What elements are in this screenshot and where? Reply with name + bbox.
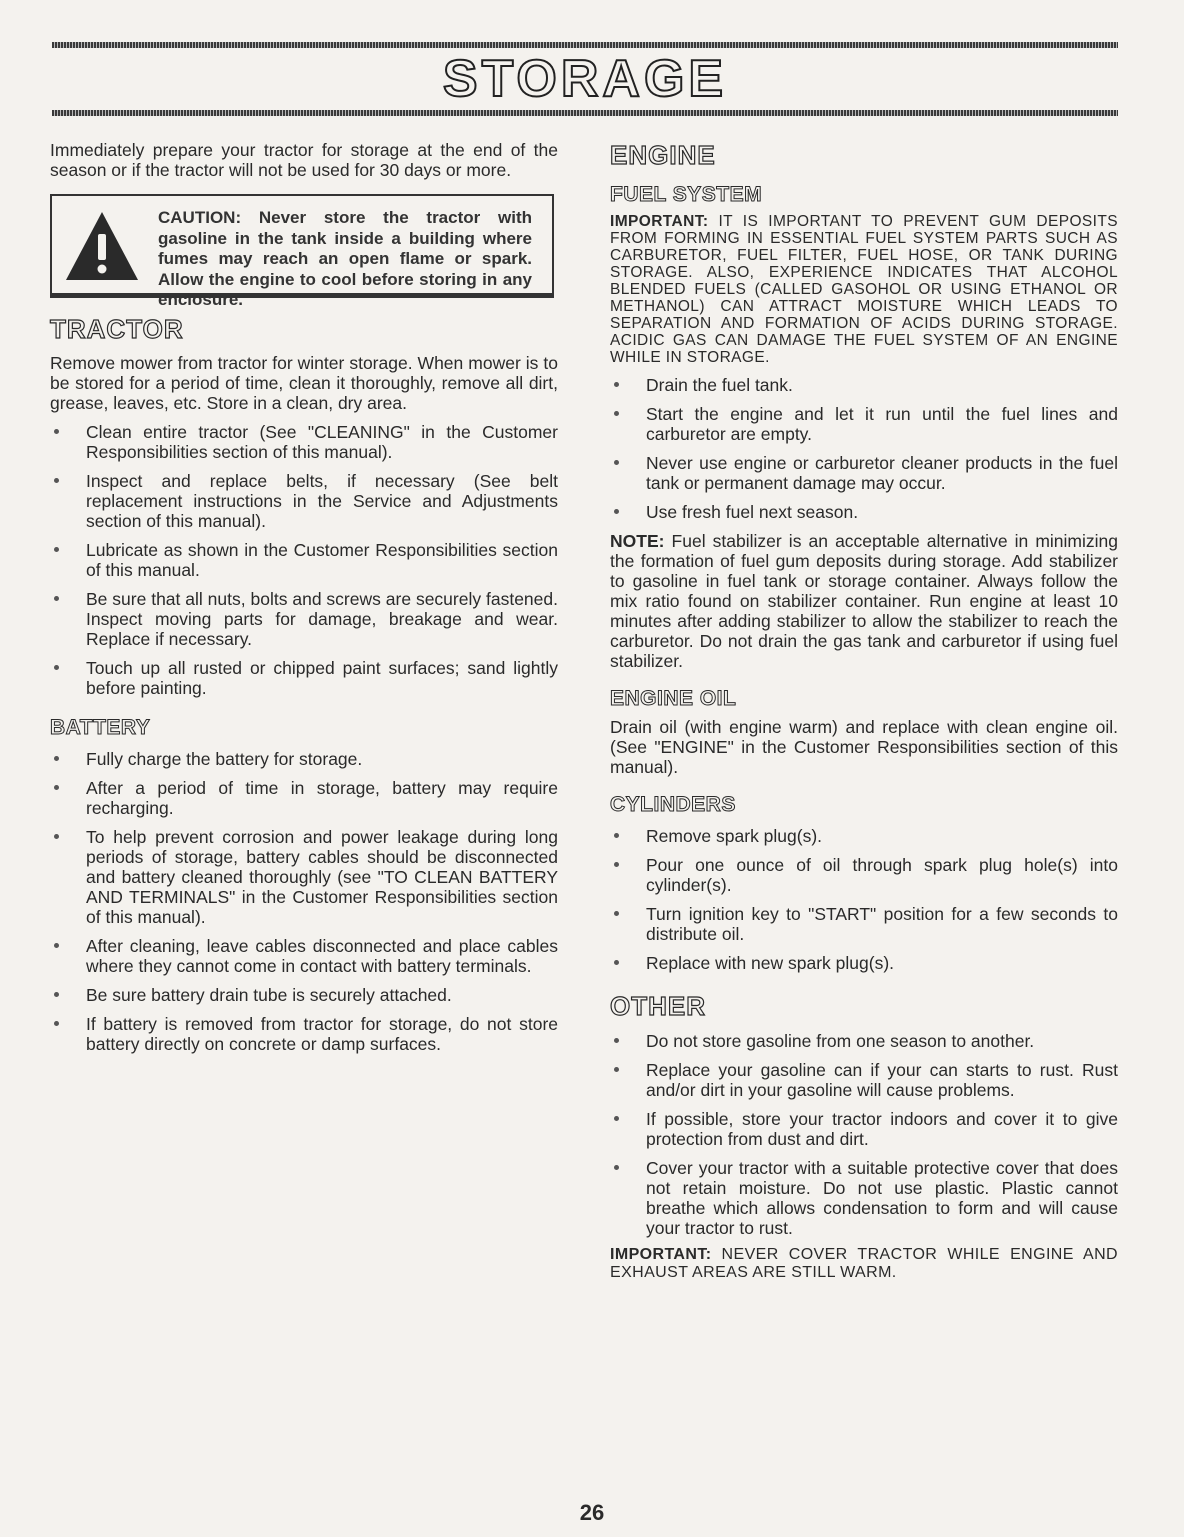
title-rule [52, 110, 1118, 116]
list-item: Touch up all rusted or chipped paint surfaces; sand lightly before painting. [50, 658, 558, 698]
engine-oil-heading: ENGINE OIL [610, 687, 737, 710]
list-item: Cover your tractor with a suitable protective cover that does not retain moisture. Do not use plastic. Plastic cannot breathe which allows condensation to form and will cause your tractor to rust. [610, 1158, 1118, 1238]
cylinders-list [610, 826, 1118, 973]
list-item: If possible, store your tractor indoors and cover it to give protection from dust and dirt. [610, 1109, 1118, 1149]
list-item: After a period of time in storage, battery may require recharging. [50, 778, 558, 818]
battery-heading: BATTERY [50, 716, 151, 739]
page-number: 26 [579, 1500, 605, 1525]
list-item: If battery is removed from tractor for storage, do not store battery directly on concrete or damp surfaces. [50, 1014, 558, 1054]
page-title: STORAGE [442, 50, 728, 108]
top-rule [52, 42, 1118, 48]
engine-oil-paragraph: Drain oil (with engine warm) and replace with clean engine oil. (See "ENGINE" in the Customer Responsibilities section of this manual). [610, 717, 1118, 777]
intro-paragraph: Immediately prepare your tractor for storage at the end of the season or if the tractor will not be used for 30 days or more. [50, 140, 558, 180]
important-label: IMPORTANT: [610, 1246, 712, 1263]
list-item: To help prevent corrosion and power leakage during long periods of storage, battery cables should be disconnected and battery cleaned thoroughly (see "TO CLEAN BATTERY AND TERMINALS" in the Customer Responsibilities section of this manual). [50, 827, 558, 927]
list-item: Use fresh fuel next season. [610, 502, 1118, 522]
battery-list [50, 749, 558, 1054]
list-item: Replace your gasoline can if your can starts to rust. Rust and/or dirt in your gasoline will cause problems. [610, 1060, 1118, 1100]
cylinders-heading: CYLINDERS [610, 793, 736, 816]
list-item: Inspect and replace belts, if necessary (See belt replacement instructions in the Service and Adjustments section of this manual). [50, 471, 558, 531]
list-item: Do not store gasoline from one season to another. [610, 1031, 1118, 1051]
warning-icon [64, 210, 140, 282]
list-item: Clean entire tractor (See "CLEANING" in the Customer Responsibilities section of this manual). [50, 422, 558, 462]
list-item: Drain the fuel tank. [610, 375, 1118, 395]
fuel-system-heading: FUEL SYSTEM [610, 183, 763, 206]
important-text: IT IS IMPORTANT TO PREVENT GUM DEPOSITS FROM FORMING IN ESSENTIAL FUEL SYSTEM PARTS SUCH AS CARBURETOR, FUEL FILTER, FUEL HOSE, OR TANK DURING STORAGE. ALSO, EXPERIENCE INDICATES THAT ALCOHOL BLENDED FUELS (CALLED GASOHOL OR USING ETHANOL OR METHANOL) CAN ATTRACT MOISTURE WHICH LEADS TO SEPARATION AND FORMATION OF ACIDS DURING STORAGE. ACIDIC GAS CAN DAMAGE THE FUEL SYSTEM OF AN ENGINE WHILE IN STORAGE. [610, 213, 1118, 366]
right-column [610, 140, 1118, 1282]
list-item: Lubricate as shown in the Customer Responsibilities section of this manual. [50, 540, 558, 580]
note-text: Fuel stabilizer is an acceptable alternative in minimizing the formation of fuel gum deposits during storage. Add stabilizer to gasoline in fuel tank or storage container. Always follow the mix ratio found on stabilizer container. Run engine at least 10 minutes after adding stabilizer to allow the stabilizer to reach the carburetor. Do not drain the gas tank and carburetor if using fuel stabilizer. [610, 531, 1118, 671]
list-item: Be sure battery drain tube is securely attached. [50, 985, 558, 1005]
list-item: Never use engine or carburetor cleaner products in the fuel tank or permanent damage may occur. [610, 453, 1118, 493]
list-item: Start the engine and let it run until the fuel lines and carburetor are empty. [610, 404, 1118, 444]
list-item: Remove spark plug(s). [610, 826, 1118, 846]
tractor-paragraph: Remove mower from tractor for winter storage. When mower is to be stored for a period of time, clean it thoroughly, remove all dirt, grease, leaves, etc. Store in a clean, dry area. [50, 353, 558, 413]
important-text: NEVER COVER TRACTOR WHILE ENGINE AND EXHAUST AREAS ARE STILL WARM. [610, 1246, 1118, 1281]
other-important-note [610, 1246, 1118, 1282]
list-item: Replace with new spark plug(s). [610, 953, 1118, 973]
list-item: Pour one ounce of oil through spark plug hole(s) into cylinder(s). [610, 855, 1118, 895]
important-label: IMPORTANT: [610, 213, 709, 230]
list-item: Fully charge the battery for storage. [50, 749, 558, 769]
list-item: Turn ignition key to "START" position for a few seconds to distribute oil. [610, 904, 1118, 944]
list-item: Be sure that all nuts, bolts and screws are securely fastened. Inspect moving parts for damage, breakage and wear. Replace if necessary. [50, 589, 558, 649]
fuel-list [610, 375, 1118, 522]
other-list [610, 1031, 1118, 1238]
caution-box [50, 194, 554, 309]
fuel-note [610, 531, 1118, 671]
note-label: NOTE: [610, 531, 665, 551]
tractor-list [50, 422, 558, 698]
engine-heading: ENGINE [610, 140, 716, 170]
caution-text: CAUTION: Never store the tractor with gasoline in the tank inside a building where fumes may reach an open flame or spark. Allow the engine to cool before storing in any enclosure. [158, 208, 532, 309]
left-column [50, 140, 558, 1054]
tractor-heading: TRACTOR [50, 314, 184, 344]
other-heading: OTHER [610, 991, 706, 1021]
fuel-important-note [610, 213, 1118, 366]
list-item: After cleaning, leave cables disconnected and place cables where they cannot come in contact with battery terminals. [50, 936, 558, 976]
